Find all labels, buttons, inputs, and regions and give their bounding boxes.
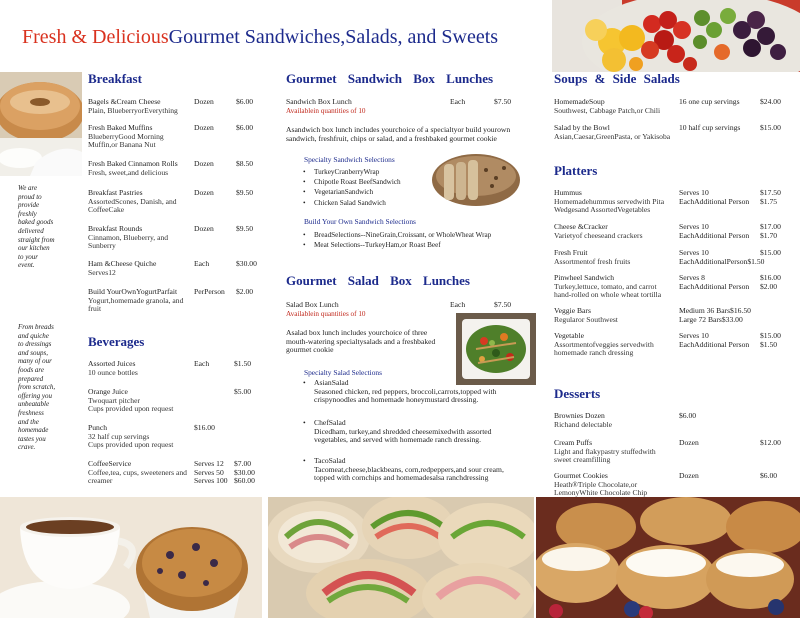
- page-title: [22, 26, 498, 49]
- specialty-salad-item: [300, 419, 540, 445]
- item-price: $7.00: [234, 459, 252, 468]
- item-price-line: $2.00: [760, 281, 778, 291]
- item-unit: [194, 360, 209, 369]
- item-unit: [679, 412, 696, 421]
- salad-desc-line: topped with cornchips and homemadesalsa ranchdressing: [314, 473, 489, 483]
- item-description: 10 ounce bottles: [88, 367, 138, 377]
- specialty-sandwich-item: • TurkeyCranberryWrap: [300, 167, 401, 177]
- item-unit-line: Dozen: [679, 471, 699, 480]
- item-price: [760, 472, 777, 481]
- item-price: [760, 124, 781, 133]
- specialty-salad-item: [300, 457, 540, 483]
- item-name: Orange Juice: [88, 387, 128, 396]
- title-part-red: Fresh & Delicious: [22, 26, 169, 48]
- item-price: [234, 360, 251, 369]
- item-price: [760, 274, 781, 291]
- menu-item: [88, 160, 188, 177]
- item-price-line: $9.50: [236, 188, 254, 197]
- item-name: Hummus: [554, 188, 582, 197]
- intro-line: and quiche: [18, 331, 49, 340]
- item-unit: [679, 124, 740, 133]
- item-description: Regularor Southwest: [554, 314, 618, 324]
- salad-desc-line-2: mouth-watering specialtysalads and a freshbaked: [286, 336, 436, 346]
- item-price-line: $15.00: [760, 248, 781, 257]
- item-description: Heath®Triple Chocolate,or LemonyWhite Chocolate Chip: [554, 479, 648, 498]
- intro-line: foods are: [18, 365, 44, 374]
- intro-line: many of our: [18, 357, 52, 366]
- item-unit-line: Dozen: [679, 438, 699, 447]
- item-price: [234, 388, 251, 397]
- item-unit-line: Each: [194, 359, 210, 368]
- salad-desc-line: Tacomeat,cheese,blackbeans, corn,redpeppers,and sour cream,: [314, 464, 504, 474]
- item-unit-line: EachAdditional Person: [679, 339, 750, 349]
- salad-item-name: Salad Box Lunch: [286, 300, 339, 309]
- intro-paragraph-1: [18, 184, 82, 270]
- item-unit: [679, 98, 740, 107]
- item-price-line: $1.50: [760, 339, 778, 349]
- item-price-line: $8.50: [236, 159, 254, 168]
- item-price-line: $6.00: [760, 471, 778, 480]
- item-name: Punch: [88, 423, 107, 432]
- item-unit-line: Dozen: [194, 159, 214, 168]
- soups-heading: Soups & Side Salads: [554, 71, 680, 86]
- item-name: Gourmet Cookies: [554, 471, 608, 480]
- salad-desc-line: vegetables, and served with homemade ranch dressing.: [314, 435, 482, 445]
- bullet-icon: •: [303, 418, 306, 427]
- specialty-sandwich-item: • Chipotle Roast BeefSandwich: [300, 177, 401, 187]
- item-description: Turkey,lettuce, tomato, and carrot hand-rolled on whole wheat tortilla: [554, 281, 662, 300]
- item-price: [760, 249, 781, 258]
- item-unit: [679, 274, 749, 291]
- menu-item: [554, 472, 674, 498]
- sandwich-availability: Availablein quantities of 10: [286, 106, 366, 115]
- menu-item: [88, 260, 188, 277]
- salad-desc-line-3: gourmet cookie: [286, 345, 334, 355]
- item-unit: [679, 189, 749, 206]
- item-description: Coffee,tea, cups, sweeteners and creamer: [88, 467, 187, 486]
- menu-item: [554, 98, 674, 115]
- item-price-line: $24.00: [760, 97, 781, 106]
- salad-desc-line: crispynoodles and homemade honeymustard dressing.: [314, 395, 479, 405]
- menu-item: [88, 460, 192, 486]
- specialty-salad-item: [300, 379, 540, 405]
- menu-item: [554, 274, 668, 300]
- intro-line: from scratch,: [18, 383, 56, 392]
- menu-item: [88, 189, 188, 215]
- item-unit-line: Serves 10: [679, 222, 709, 231]
- intro-line: freshly: [18, 209, 37, 218]
- item-unit: Serves 50: [194, 467, 224, 477]
- pinwheel-sandwich-photo: [268, 497, 534, 618]
- item-name: Breakfast Rounds: [88, 224, 143, 233]
- item-unit-line: EachAdditional Person: [679, 281, 750, 291]
- intro-line: to dressings: [18, 340, 52, 349]
- item-description: 32 half cup servings: [88, 431, 150, 441]
- item-price: [236, 160, 253, 169]
- item-unit-line: Dozen: [194, 224, 214, 233]
- intro-line: delivered: [18, 226, 44, 235]
- intro-line: provide: [18, 201, 40, 210]
- item-description: Plain, BlueberryorEverything: [88, 105, 178, 115]
- intro-line: and the: [18, 417, 39, 426]
- item-unit-line: Serves 10: [679, 248, 709, 257]
- intro-line: unbeatable: [18, 400, 50, 409]
- salad-name: [300, 379, 540, 388]
- menu-item: [554, 332, 668, 358]
- item-unit-line: EachAdditionalPerson$1.50: [679, 256, 765, 266]
- item-unit-line: Medium 36 Bars$16.50: [679, 306, 751, 315]
- item-unit: [194, 424, 215, 433]
- item-unit-line: Large 72 Bars$33.00: [679, 314, 743, 324]
- menu-item: [88, 388, 192, 414]
- item-unit: [679, 307, 751, 324]
- item-price-line: $17.50: [760, 188, 781, 197]
- intro-line: We are: [18, 184, 38, 192]
- item-description: BlueberryGood Morning Muffin,or Banana Nut: [88, 131, 164, 150]
- item-description-extra: Cups provided upon request: [88, 440, 174, 450]
- build-your-own-item: • Meat Selections--TurkeyHam,or Roast Beef: [300, 240, 491, 250]
- item-price: $60.00: [234, 476, 255, 486]
- intro-line: offering you: [18, 391, 53, 400]
- menu-item: [88, 360, 192, 377]
- item-unit-line: Dozen: [194, 123, 214, 132]
- specialty-salad-heading: Specialty Salad Selections: [304, 368, 382, 377]
- item-price-line: $2.00: [236, 287, 254, 296]
- item-unit: [194, 98, 214, 107]
- item-description: Yogurt,homemade granola, and fruit: [88, 295, 184, 314]
- item-description: Serves12: [88, 267, 116, 277]
- item-price: [760, 189, 781, 206]
- intro-line: freshness: [18, 408, 44, 417]
- specialty-sandwich-item: • VegetarianSandwich: [300, 187, 401, 197]
- build-your-own-item: • BreadSelections--NineGrain,Croissant, or WholeWheat Wrap: [300, 230, 491, 240]
- item-unit-line: $16.00: [194, 423, 215, 432]
- item-description: Southwest, Cabbage Patch,or Chili: [554, 105, 661, 115]
- item-price-line: $9.50: [236, 224, 254, 233]
- item-price: [760, 98, 781, 107]
- item-unit: [679, 223, 749, 240]
- item-name: Brownies Dozen: [554, 411, 605, 420]
- item-unit-line: Dozen: [194, 97, 214, 106]
- build-your-own-list: [300, 230, 491, 250]
- item-price-line: $5.00: [234, 387, 252, 396]
- breakfast-heading: Breakfast: [88, 71, 142, 86]
- salad-desc-line-1: Asalad box lunch includes yourchoice of three: [286, 328, 428, 337]
- cream-puffs-photo: [536, 497, 800, 618]
- bagel-photo: [0, 72, 82, 176]
- intro-line: event.: [18, 261, 35, 270]
- fruit-bowl-photo: [552, 0, 800, 72]
- item-description: Fresh, sweet,and delicious: [88, 167, 169, 177]
- item-unit: Serves 12: [194, 459, 224, 468]
- beverages-heading: Beverages: [88, 334, 145, 349]
- item-unit-line: $6.00: [679, 411, 697, 420]
- item-unit: [679, 249, 764, 266]
- sandwich-bread-photo: [426, 150, 522, 212]
- title-part-blue: Gourmet Sandwiches,Salads, and Sweets: [168, 26, 499, 48]
- item-unit: [679, 439, 699, 448]
- item-price: $30.00: [234, 467, 255, 477]
- item-price-line: $1.70: [760, 230, 778, 240]
- item-description: Richand delectable: [554, 419, 612, 429]
- salad-name-text: TacoSalad: [314, 456, 346, 465]
- item-price: [236, 98, 253, 107]
- intro-line: proud to: [18, 192, 42, 201]
- item-description: Assortmentofveggies servedwith homemade ranch dressing: [554, 339, 654, 358]
- bullet-icon: •: [303, 378, 306, 387]
- item-description: Varietyof cheeseand crackers: [554, 230, 643, 240]
- menu-item: [554, 249, 668, 266]
- item-name: Assorted Juices: [88, 359, 136, 368]
- item-price-line: $15.00: [760, 123, 781, 132]
- coffee-muffin-photo: [0, 497, 262, 618]
- item-unit: [194, 288, 225, 297]
- item-unit: [194, 225, 214, 234]
- sandwich-price: $7.50: [494, 97, 512, 106]
- intro-line: straight from: [18, 235, 55, 244]
- item-price: [760, 332, 781, 349]
- menu-item: [554, 124, 674, 141]
- menu-item: [554, 189, 668, 215]
- item-description: AssortedScones, Danish, and CoffeeCake: [88, 196, 177, 215]
- intro-paragraph-2: [18, 323, 82, 452]
- salad-item: [286, 301, 416, 318]
- salad-desc-line: Seasoned chicken, red peppers, broccoli,carrots,topped with: [314, 386, 497, 396]
- item-price-line: $6.00: [236, 123, 254, 132]
- item-description: Cinnamon, Blueberry, and Sunberry: [88, 232, 169, 251]
- item-price-line: $15.00: [760, 331, 781, 340]
- item-name: Fresh Fruit: [554, 248, 588, 257]
- salad-price: $7.50: [494, 300, 512, 309]
- specialty-sandwich-heading: Specialty Sandwich Selections: [304, 155, 395, 164]
- item-price: [236, 189, 253, 198]
- menu-item: [554, 439, 674, 465]
- intro-line: homemade: [18, 426, 49, 435]
- item-name: Bagels &Cream Cheese: [88, 97, 161, 106]
- item-name: Fresh Baked Cinnamon Rolls: [88, 159, 178, 168]
- menu-item: [88, 424, 192, 450]
- item-unit: [194, 189, 214, 198]
- sandwich-unit: Each: [450, 97, 466, 106]
- salad-photo: [456, 313, 536, 385]
- item-name: Pinwheel Sandwich: [554, 273, 615, 282]
- item-price-line: $6.00: [236, 97, 254, 106]
- menu-item: [88, 288, 188, 314]
- item-name: Cheese &Cracker: [554, 222, 608, 231]
- intro-line: crave.: [18, 443, 36, 452]
- item-name: HomemadeSoup: [554, 97, 605, 106]
- sandwich-desc-line-2: sandwich, freshfruit, chips or salad, and a freshbaked gourmet cookie: [286, 133, 497, 143]
- item-price-line: $12.00: [760, 438, 781, 447]
- item-unit: Serves 100: [194, 476, 228, 486]
- intro-line: to your: [18, 252, 39, 261]
- desserts-heading: Desserts: [554, 386, 601, 401]
- item-unit-line: 16 one cup servings: [679, 97, 740, 106]
- item-price: [236, 288, 253, 297]
- intro-line: and soups,: [18, 348, 48, 357]
- item-name: Cream Puffs: [554, 438, 593, 447]
- item-unit-line: Each: [194, 259, 210, 268]
- item-name: Veggie Bars: [554, 306, 591, 315]
- item-price: [236, 124, 253, 133]
- item-unit: [194, 160, 214, 169]
- salad-heading: Gourmet Salad Box Lunches: [286, 273, 470, 288]
- item-price: [760, 223, 781, 240]
- build-your-own-heading: Build Your Own Sandwich Selections: [304, 217, 416, 226]
- item-price: [236, 225, 253, 234]
- item-unit-list: [194, 460, 228, 486]
- item-unit-line: EachAdditional Person: [679, 196, 750, 206]
- item-unit-line: Serves 10: [679, 331, 709, 340]
- item-name: Salad by the Bowl: [554, 123, 610, 132]
- item-unit: [679, 332, 749, 349]
- menu-item: [88, 225, 188, 251]
- item-unit-line: PerPerson: [194, 287, 225, 296]
- item-unit: [679, 472, 699, 481]
- salad-unit: Each: [450, 300, 466, 309]
- item-name: Ham &Cheese Quiche: [88, 259, 157, 268]
- item-unit-line: EachAdditional Person: [679, 230, 750, 240]
- item-description: Assortmentof fresh fruits: [554, 256, 631, 266]
- platters-heading: Platters: [554, 163, 598, 178]
- sandwich-description: [286, 126, 526, 143]
- specialty-sandwich-item: • Chicken Salad Sandwich: [300, 198, 401, 208]
- salad-name-text: ChefSalad: [314, 418, 346, 427]
- menu-item: [554, 223, 668, 240]
- item-description: Twoquart pitcher: [88, 395, 140, 405]
- sandwich-heading: Gourmet Sandwich Box Lunches: [286, 71, 494, 86]
- salad-name: [300, 457, 540, 466]
- bullet-icon: •: [303, 456, 306, 465]
- item-price-line: $16.00: [760, 273, 781, 282]
- intro-line: prepared: [18, 374, 44, 383]
- item-description: Homemadehummus servedwith Pita Wedgesand AssortedVegetables: [554, 196, 665, 215]
- item-price-line: $1.50: [234, 359, 252, 368]
- intro-line: our kitchen: [18, 244, 50, 253]
- salad-description: [286, 329, 456, 355]
- salad-name-text: AsianSalad: [314, 378, 349, 387]
- item-unit-line: 10 half cup servings: [679, 123, 741, 132]
- item-description: Light and flakypastry stuffedwith sweet creamfilling: [554, 446, 656, 465]
- sandwich-item: [286, 98, 416, 115]
- item-price-line: $1.75: [760, 196, 778, 206]
- item-unit-line: Serves 8: [679, 273, 705, 282]
- menu-item: [88, 98, 188, 115]
- item-name: Vegetable: [554, 331, 584, 340]
- item-price: [760, 439, 781, 448]
- specialty-sandwich-list: [300, 167, 401, 208]
- item-price-line: $17.00: [760, 222, 781, 231]
- item-name: Fresh Baked Muffins: [88, 123, 153, 132]
- salad-availability: Availablein quantities of 10: [286, 309, 366, 318]
- sandwich-item-name: Sandwich Box Lunch: [286, 97, 352, 106]
- item-description-extra: Cups provided upon request: [88, 404, 174, 414]
- item-name: CoffeeService: [88, 459, 132, 468]
- menu-item: [88, 124, 188, 150]
- item-unit-line: Dozen: [194, 188, 214, 197]
- intro-line: baked goods: [18, 218, 54, 227]
- intro-line: From breads: [18, 323, 54, 331]
- item-name: Build YourOwnYogurtParfait: [88, 287, 178, 296]
- salad-name: [300, 419, 540, 428]
- item-unit: [194, 260, 209, 269]
- intro-line: tastes you: [18, 434, 46, 443]
- sandwich-desc-line-1: Asandwich box lunch includes yourchoice of a specialtyor build yourown: [286, 125, 511, 134]
- item-unit: [194, 124, 214, 133]
- item-name: Breakfast Pastries: [88, 188, 143, 197]
- item-price: [236, 260, 257, 269]
- item-price-list: [234, 460, 255, 486]
- salad-desc-line: Dicedham, turkey,and shredded cheesemixedwith assorted: [314, 426, 492, 436]
- menu-item: [554, 412, 674, 429]
- item-unit-line: Serves 10: [679, 188, 709, 197]
- item-description: Asian,Caesar,GreenPasta, or Yakisoba: [554, 131, 671, 141]
- item-price-line: $30.00: [236, 259, 257, 268]
- menu-item: [554, 307, 668, 324]
